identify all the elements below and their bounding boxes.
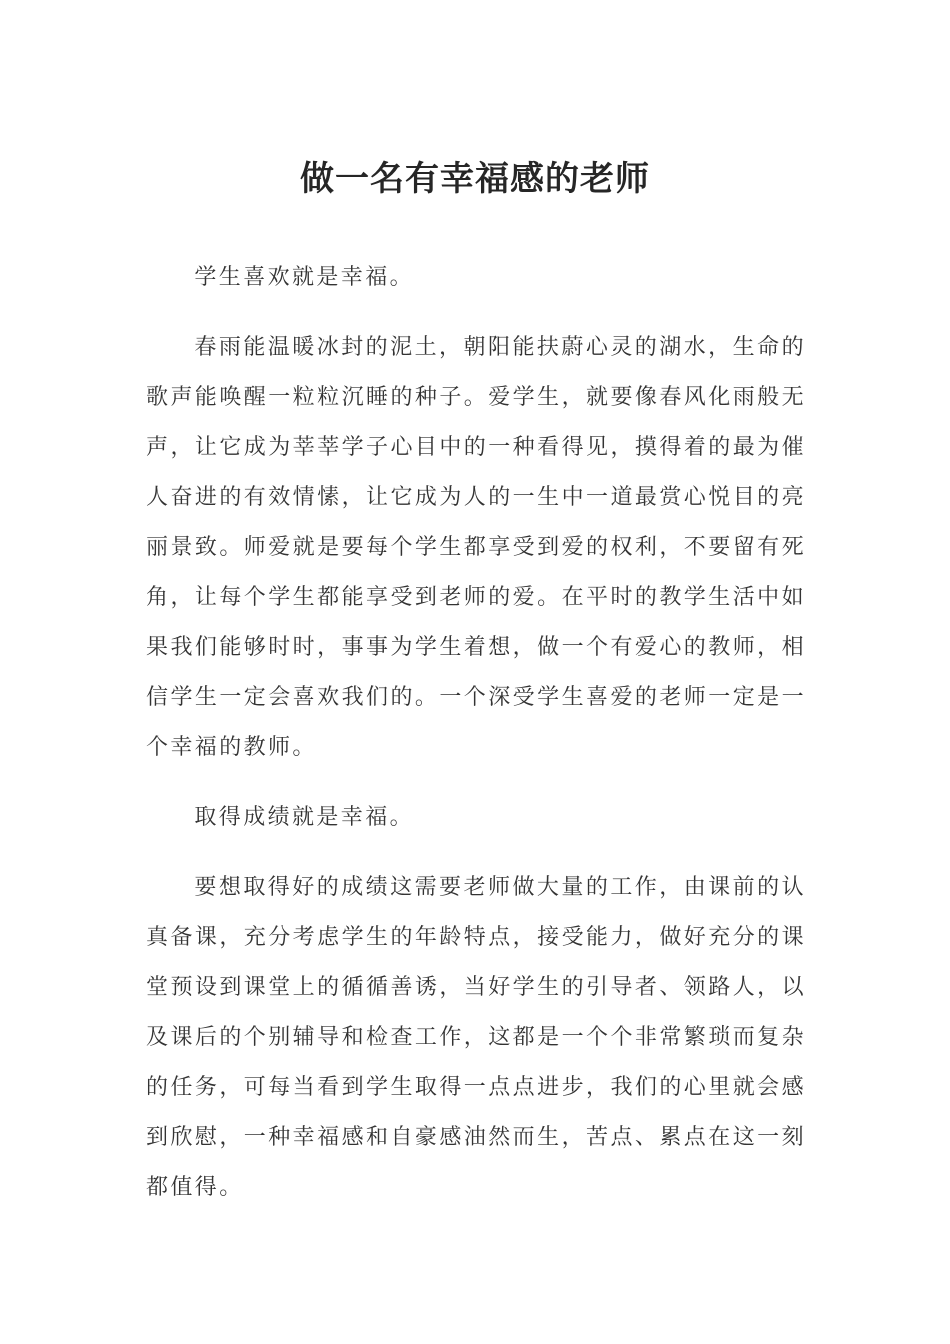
paragraph-heading: 取得成绩就是幸福。 bbox=[194, 805, 414, 830]
paragraph-heading: 学生喜欢就是幸福。 bbox=[194, 265, 414, 290]
document-title: 做一名有幸福感的老师 bbox=[300, 159, 650, 199]
document-body bbox=[146, 253, 806, 1233]
paragraph: 要想取得好的成绩这需要老师做大量的工作，由课前的认真备课，充分考虑学生的年龄特点，接受能力，做好充分的课堂预设到课堂上的循循善诱，当好学生的引导者、领路人，以及课后的个别辅导和检查工作，这都是一个个非常繁琐而复杂的任务，可每当看到学生取得一点点进步，我们的心里就会感到欣慰，一种幸福感和自豪感油然而生，苦点、累点在这一刻都值得。 bbox=[146, 875, 806, 1200]
paragraph: 春雨能温暖冰封的泥土，朝阳能扶蔚心灵的湖水，生命的歌声能唤醒一粒粒沉睡的种子。爱学生，就要像春风化雨般无声，让它成为莘莘学子心目中的一种看得见，摸得着的最为催人奋进的有效情愫，让它成为人的一生中一道最赏心悦目的亮丽景致。师爱就是要每个学生都享受到爱的权利，不要留有死角，让每个学生都能享受到老师的爱。在平时的教学生活中如果我们能够时时，事事为学生着想，做一个有爱心的教师，相信学生一定会喜欢我们的。一个深受学生喜爱的老师一定是一个幸福的教师。 bbox=[146, 335, 806, 760]
